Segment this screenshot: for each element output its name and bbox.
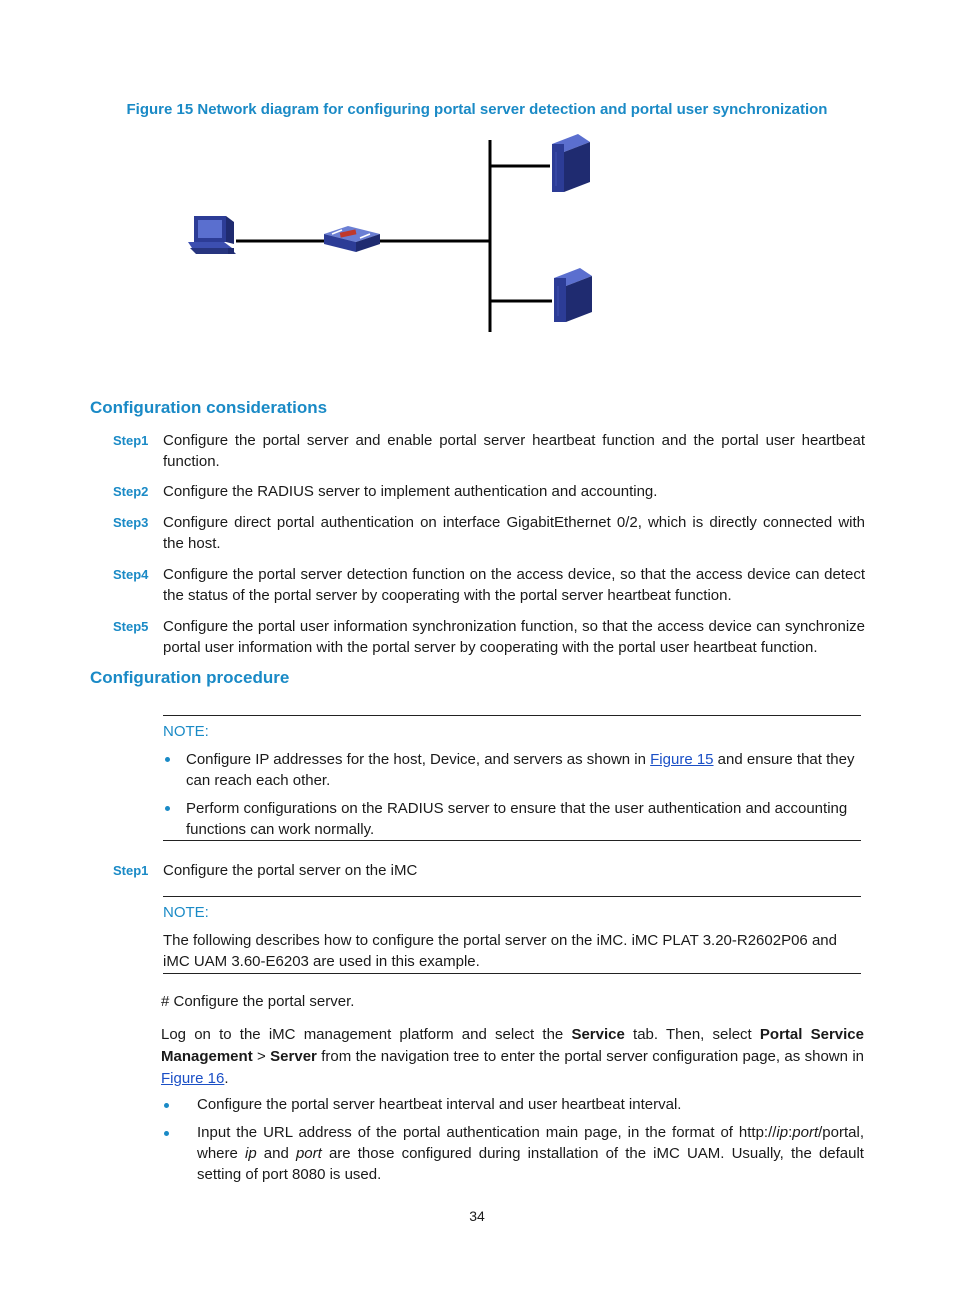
step-label: Step4 xyxy=(113,567,149,582)
server-name: Server xyxy=(270,1048,317,1065)
note-bottom-rule xyxy=(163,973,861,974)
note-label: NOTE: xyxy=(163,723,209,740)
step-text: Configure the portal server detection function on the access device, so that the access device can detect the status of the portal server by cooperating with the portal server heartbeat function. xyxy=(163,566,865,604)
paragraph-text: Log on to the iMC management platform and select the xyxy=(161,1026,572,1043)
bullet-icon xyxy=(165,757,170,762)
considerations-heading: Configuration considerations xyxy=(90,398,328,417)
bullet-icon xyxy=(164,1103,169,1108)
bullet-text: /portal, where xyxy=(197,1124,864,1162)
bullet-icon xyxy=(165,806,170,811)
note-bottom-rule xyxy=(163,840,861,841)
step-text: Configure direct portal authentication on interface GigabitEthernet 0/2, which is directly connected with the host. xyxy=(163,514,865,552)
portal-service-management-name: Portal Service Management xyxy=(161,1026,864,1065)
step-label: Step2 xyxy=(113,484,149,499)
step-text: Configure the portal server and enable portal server heartbeat function and the portal user heartbeat function. xyxy=(163,432,865,470)
figure-16-link[interactable]: Figure 16 xyxy=(161,1070,225,1087)
bullet-text: Input the URL address of the portal authentication main page, in the format of http:// xyxy=(197,1124,777,1141)
paragraph-text: . xyxy=(224,1070,229,1087)
step-label: Step1 xyxy=(113,863,149,878)
bullet-text: port xyxy=(792,1124,819,1141)
note-text: The following describes how to configure the portal server on the iMC. iMC PLAT 3.20-R2602P06 and iMC UAM 3.60-E6203 are used in this example. xyxy=(163,932,837,970)
step-text: Configure the portal server on the iMC xyxy=(163,862,418,879)
paragraph-text: tab. Then, select xyxy=(624,1026,760,1043)
step-text: Configure the portal user information synchronization function, so that the access device can synchronize portal user information with the portal server by cooperating with the portal user heartbeat function. xyxy=(163,618,865,656)
body-bullet: Configure the portal server heartbeat interval and user heartbeat interval. xyxy=(197,1096,682,1113)
bullet-icon xyxy=(164,1131,169,1136)
bullet-text: : xyxy=(788,1124,793,1141)
bullet-text: ip xyxy=(244,1145,257,1162)
server-2-icon xyxy=(554,268,592,322)
comment-line: # Configure the portal server. xyxy=(161,993,355,1010)
procedure-heading: Configuration procedure xyxy=(90,668,290,687)
access-device-icon xyxy=(324,226,380,252)
host-computer-icon xyxy=(188,216,236,254)
note-bullet-text: and ensure that they can reach each other. xyxy=(186,751,855,789)
server-1-icon xyxy=(552,134,590,192)
note-top-rule xyxy=(163,715,861,716)
procedure-paragraph xyxy=(161,1024,864,1090)
network-diagram xyxy=(180,130,610,340)
bullet-text: are those configured during installation of the iMC UAM. Usually, the default setting of port 8080 is used. xyxy=(197,1145,864,1183)
step-label: Step1 xyxy=(113,433,149,448)
bullet-text: and xyxy=(256,1145,296,1162)
body-bullet xyxy=(197,1122,864,1185)
note-bullet: Perform configurations on the RADIUS server to ensure that the user authentication and accounting functions can work normally. xyxy=(186,800,848,838)
paragraph-text: > xyxy=(252,1048,271,1065)
bullet-text: port xyxy=(295,1145,322,1162)
bullet-text: ip xyxy=(776,1124,789,1141)
figure-caption: Figure 15 Network diagram for configuring portal server detection and portal user synchronization xyxy=(126,101,828,118)
page-number: 34 xyxy=(469,1208,485,1224)
paragraph-text: from the navigation tree to enter the portal server configuration page, as shown in xyxy=(316,1048,864,1065)
service-tab-name: Service xyxy=(571,1026,625,1043)
note-bullet-text: Configure IP addresses for the host, Device, and servers as shown in xyxy=(186,751,651,768)
note-bullet xyxy=(186,749,861,791)
note-top-rule xyxy=(163,896,861,897)
step-label: Step3 xyxy=(113,515,149,530)
step-label: Step5 xyxy=(113,619,149,634)
note-label: NOTE: xyxy=(163,904,209,921)
figure-15-link[interactable]: Figure 15 xyxy=(650,751,714,768)
step-text: Configure the RADIUS server to implement authentication and accounting. xyxy=(163,483,658,500)
